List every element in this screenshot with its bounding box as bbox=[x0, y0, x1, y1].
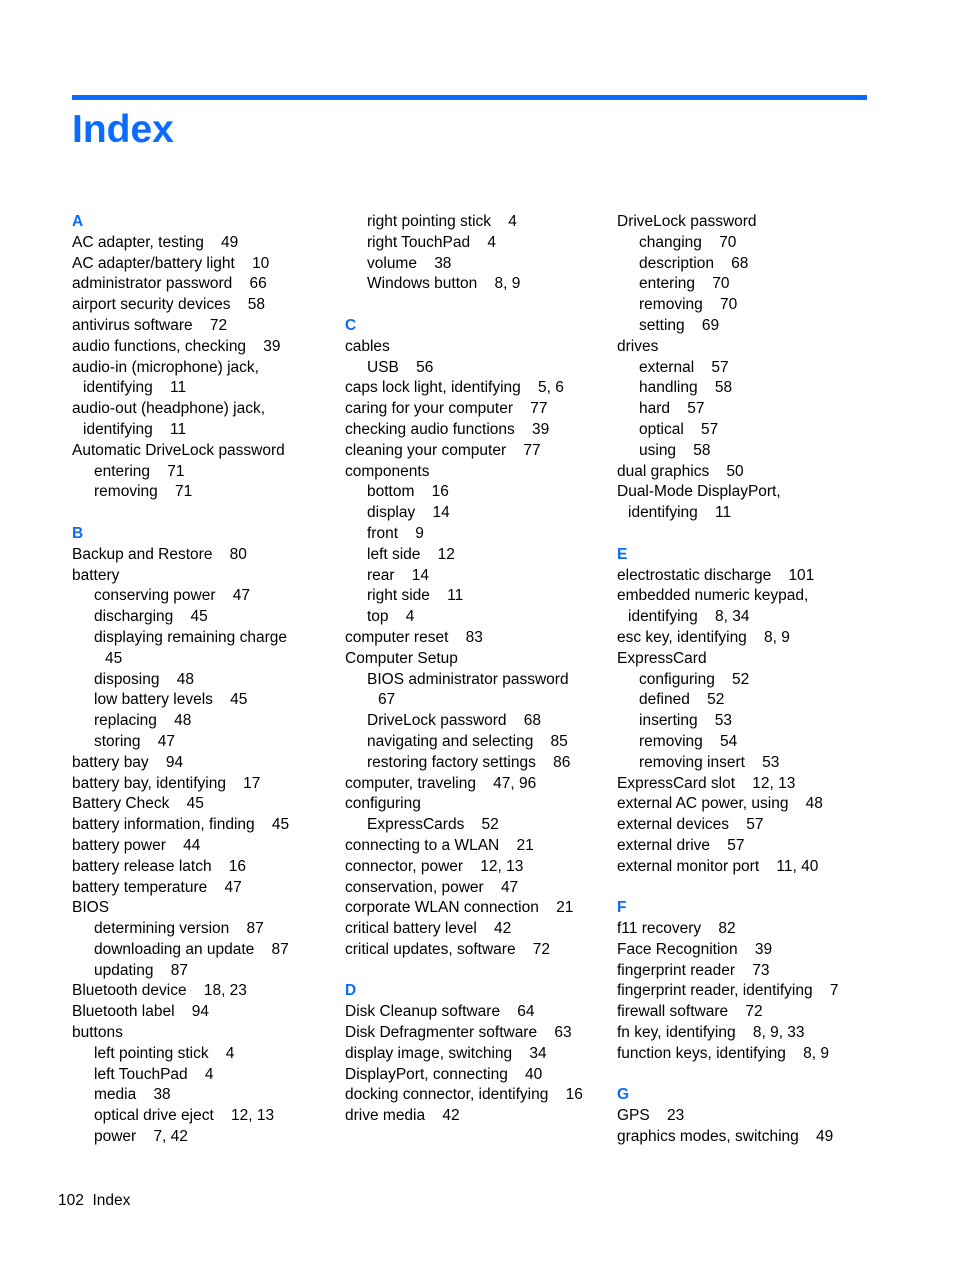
index-entry: battery bay, identifying 17 bbox=[72, 774, 261, 792]
index-entry: AC adapter, testing 49 bbox=[72, 233, 239, 251]
index-subentry: downloading an update 87 bbox=[94, 940, 289, 958]
index-entry: AC adapter/battery light 10 bbox=[72, 254, 270, 272]
index-entry: fn key, identifying 8, 9, 33 bbox=[617, 1024, 805, 1042]
index-entry: f11 recovery 82 bbox=[617, 920, 736, 938]
index-subentry: media 38 bbox=[94, 1086, 171, 1104]
index-entry: cleaning your computer 77 bbox=[345, 441, 541, 459]
index-entry: airport security devices 58 bbox=[72, 296, 265, 314]
index-subentry: configuring 52 bbox=[639, 670, 750, 688]
index-entry: Automatic DriveLock password bbox=[72, 441, 285, 459]
index-subentry: updating 87 bbox=[94, 961, 188, 979]
spacer bbox=[617, 878, 887, 899]
index-subentry: changing 70 bbox=[639, 233, 737, 251]
index-entry: checking audio functions 39 bbox=[345, 420, 550, 438]
index-subentry: rear 14 bbox=[367, 566, 430, 584]
index-entry: Bluetooth label 94 bbox=[72, 1003, 210, 1021]
index-subentry: 45 bbox=[105, 649, 123, 667]
index-entry-continuation: identifying 11 bbox=[628, 504, 732, 522]
index-subentry: right TouchPad 4 bbox=[367, 233, 496, 251]
index-entry: embedded numeric keypad, bbox=[617, 587, 809, 605]
index-entry: battery bay 94 bbox=[72, 753, 184, 771]
index-entry: ExpressCard bbox=[617, 649, 707, 667]
index-subentry: hard 57 bbox=[639, 400, 705, 418]
index-entry: Disk Defragmenter software 63 bbox=[345, 1024, 572, 1042]
index-entry: docking connector, identifying 16 bbox=[345, 1086, 583, 1104]
index-subentry: ExpressCards 52 bbox=[367, 816, 499, 834]
index-subentry: optical 57 bbox=[639, 420, 719, 438]
footer-section: Index bbox=[92, 1192, 131, 1209]
index-subentry: right pointing stick 4 bbox=[367, 213, 517, 230]
index-entry: esc key, identifying 8, 9 bbox=[617, 628, 790, 646]
index-entry: external devices 57 bbox=[617, 816, 764, 834]
spacer bbox=[617, 1065, 887, 1086]
index-entry: caps lock light, identifying 5, 6 bbox=[345, 379, 564, 397]
index-subentry: removing 71 bbox=[94, 483, 193, 501]
index-entry: administrator password 66 bbox=[72, 275, 267, 293]
index-entry: battery bbox=[72, 566, 120, 584]
index-subentry: disposing 48 bbox=[94, 670, 194, 688]
index-subentry: removing 70 bbox=[639, 296, 738, 314]
index-entry: Backup and Restore 80 bbox=[72, 545, 247, 563]
index-entry: audio-out (headphone) jack, bbox=[72, 400, 266, 418]
index-entry: computer reset 83 bbox=[345, 628, 483, 646]
index-subentry: using 58 bbox=[639, 441, 711, 459]
index-subentry: discharging 45 bbox=[94, 608, 208, 626]
page-footer bbox=[58, 1190, 130, 1212]
index-subentry: DriveLock password 68 bbox=[367, 712, 542, 730]
index-entry: electrostatic discharge 101 bbox=[617, 566, 815, 584]
index-entry: critical battery level 42 bbox=[345, 920, 512, 938]
index-entry: components bbox=[345, 462, 430, 480]
index-subentry: replacing 48 bbox=[94, 712, 192, 730]
index-subentry: entering 70 bbox=[639, 275, 730, 293]
index-subentry: removing insert 53 bbox=[639, 753, 780, 771]
index-entry: buttons bbox=[72, 1024, 123, 1042]
index-entry-continuation: identifying 8, 34 bbox=[628, 608, 750, 626]
index-entry-continuation: identifying 11 bbox=[83, 379, 187, 397]
index-entry: Face Recognition 39 bbox=[617, 940, 773, 958]
index-entry: fingerprint reader 73 bbox=[617, 961, 770, 979]
index-entry: caring for your computer 77 bbox=[345, 400, 548, 418]
index-entry: audio functions, checking 39 bbox=[72, 337, 281, 355]
index-entry: connecting to a WLAN 21 bbox=[345, 836, 534, 854]
index-entry: corporate WLAN connection 21 bbox=[345, 899, 574, 917]
index-column-3 bbox=[617, 212, 887, 1148]
index-entry: external monitor port 11, 40 bbox=[617, 857, 819, 875]
index-subentry: determining version 87 bbox=[94, 920, 264, 938]
index-subentry: right side 11 bbox=[367, 587, 464, 605]
index-entry: GPS 23 bbox=[617, 1107, 685, 1125]
index-subentry: display 14 bbox=[367, 504, 450, 522]
index-entry: fingerprint reader, identifying 7 bbox=[617, 982, 839, 1000]
index-entry: configuring bbox=[345, 795, 421, 813]
index-entry: ExpressCard slot 12, 13 bbox=[617, 774, 796, 792]
page-title: Index bbox=[72, 108, 174, 151]
index-entry: antivirus software 72 bbox=[72, 316, 228, 334]
index-subentry: BIOS administrator password bbox=[367, 670, 569, 688]
index-subentry: setting 69 bbox=[639, 316, 720, 334]
index-subentry: left side 12 bbox=[367, 545, 455, 563]
index-subentry: displaying remaining charge bbox=[94, 628, 288, 646]
index-entry: display image, switching 34 bbox=[345, 1044, 547, 1062]
index-entry: function keys, identifying 8, 9 bbox=[617, 1044, 829, 1062]
index-entry: Disk Cleanup software 64 bbox=[345, 1003, 535, 1021]
index-entry: computer, traveling 47, 96 bbox=[345, 774, 537, 792]
index-subentry: handling 58 bbox=[639, 379, 733, 397]
index-entry: battery temperature 47 bbox=[72, 878, 242, 896]
index-column-2 bbox=[345, 212, 610, 1127]
index-entry: DisplayPort, connecting 40 bbox=[345, 1065, 543, 1083]
index-subentry: removing 54 bbox=[639, 732, 738, 750]
index-subentry: low battery levels 45 bbox=[94, 691, 248, 709]
index-subentry: entering 71 bbox=[94, 462, 185, 480]
index-letter-heading: C bbox=[345, 316, 357, 334]
index-entry: external AC power, using 48 bbox=[617, 795, 823, 813]
footer-page-number: 102 bbox=[58, 1192, 84, 1209]
index-entry: battery power 44 bbox=[72, 836, 201, 854]
index-subentry: volume 38 bbox=[367, 254, 452, 272]
index-entry: dual graphics 50 bbox=[617, 462, 744, 480]
index-entry: critical updates, software 72 bbox=[345, 940, 551, 958]
index-subentry: conserving power 47 bbox=[94, 587, 250, 605]
index-letter-heading: F bbox=[617, 899, 627, 917]
spacer bbox=[72, 503, 337, 524]
index-entry: battery information, finding 45 bbox=[72, 816, 290, 834]
index-entry: BIOS bbox=[72, 899, 110, 917]
index-column-1 bbox=[72, 212, 337, 1148]
spacer bbox=[345, 961, 610, 982]
index-letter-heading: B bbox=[72, 524, 84, 542]
index-entry: cables bbox=[345, 337, 390, 355]
index-entry: Bluetooth device 18, 23 bbox=[72, 982, 247, 1000]
index-entry-continuation: identifying 11 bbox=[83, 420, 187, 438]
index-subentry: navigating and selecting 85 bbox=[367, 732, 568, 750]
index-entry: DriveLock password bbox=[617, 213, 757, 230]
index-letter-heading: E bbox=[617, 545, 628, 563]
index-subentry: inserting 53 bbox=[639, 712, 733, 730]
index-entry: Computer Setup bbox=[345, 649, 458, 667]
index-subentry: Windows button 8, 9 bbox=[367, 275, 521, 293]
index-entry: conservation, power 47 bbox=[345, 878, 519, 896]
index-entry: battery release latch 16 bbox=[72, 857, 247, 875]
index-letter-heading: A bbox=[72, 213, 84, 230]
index-subentry: left pointing stick 4 bbox=[94, 1044, 235, 1062]
index-entry: drives bbox=[617, 337, 659, 355]
index-subentry: USB 56 bbox=[367, 358, 434, 376]
index-subentry: left TouchPad 4 bbox=[94, 1065, 214, 1083]
index-entry: audio-in (microphone) jack, bbox=[72, 358, 259, 376]
index-letter-heading: G bbox=[617, 1086, 630, 1104]
index-subentry: description 68 bbox=[639, 254, 749, 272]
index-subentry: front 9 bbox=[367, 524, 424, 542]
index-subentry: top 4 bbox=[367, 608, 415, 626]
index-entry: drive media 42 bbox=[345, 1107, 460, 1125]
index-subentry: defined 52 bbox=[639, 691, 725, 709]
spacer bbox=[617, 524, 887, 545]
spacer bbox=[345, 295, 610, 316]
index-subentry: external 57 bbox=[639, 358, 729, 376]
index-subentry: bottom 16 bbox=[367, 483, 449, 501]
index-entry: Battery Check 45 bbox=[72, 795, 204, 813]
index-letter-heading: D bbox=[345, 982, 357, 1000]
index-entry: graphics modes, switching 49 bbox=[617, 1128, 834, 1146]
index-entry: connector, power 12, 13 bbox=[345, 857, 524, 875]
index-subentry: storing 47 bbox=[94, 732, 175, 750]
title-rule bbox=[72, 95, 867, 100]
index-entry: external drive 57 bbox=[617, 836, 745, 854]
index-subentry: restoring factory settings 86 bbox=[367, 753, 571, 771]
index-entry: firewall software 72 bbox=[617, 1003, 763, 1021]
index-entry: Dual-Mode DisplayPort, bbox=[617, 483, 781, 501]
index-subentry: optical drive eject 12, 13 bbox=[94, 1107, 275, 1125]
index-subentry: 67 bbox=[378, 691, 396, 709]
index-subentry: power 7, 42 bbox=[94, 1128, 188, 1146]
